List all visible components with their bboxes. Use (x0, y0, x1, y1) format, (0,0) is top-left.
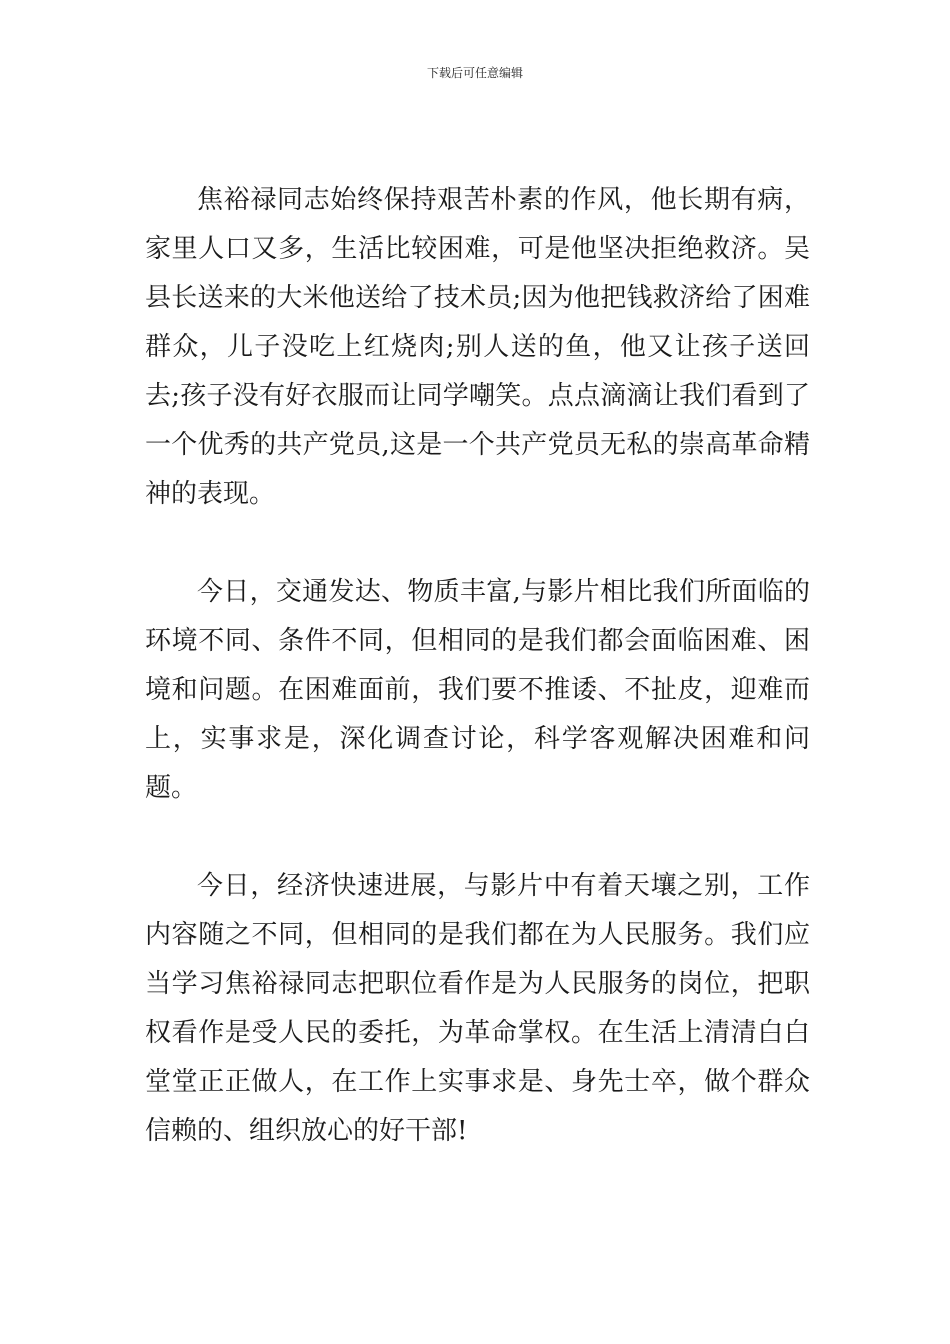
paragraph-2: 今日，交通发达、物质丰富,与影片相比我们所面临的环境不同、条件不同，但相同的是我们都会面临困难、困境和问题。在困难面前，我们要不推诿、不扯皮，迎难而上，实事求是，深化调查讨论，科学客观解决困难和问题。 (145, 577, 810, 803)
paragraph-1: 焦裕禄同志始终保持艰苦朴素的作风，他长期有病，家里人口又多，生活比较困难，可是他坚决拒绝救济。吴县长送来的大米他送给了技术员;因为他把钱救济给了困难群众，儿子没吃上红烧肉;别人送的鱼，他又让孩子送回去;孩子没有好衣服而让同学嘲笑。点点滴滴让我们看到了一个优秀的共产党员,这是一个共产党员无私的崇高革命精神的表现。 (145, 185, 810, 509)
paragraph-3: 今日，经济快速进展，与影片中有着天壤之别，工作内容随之不同，但相同的是我们都在为人民服务。我们应当学习焦裕禄同志把职位看作是为人民服务的岗位，把职权看作是受人民的委托，为革命掌权。在生活上清清白白堂堂正正做人，在工作上实事求是、身先士卒，做个群众信赖的、组织放心的好干部! (145, 871, 810, 1146)
document-body (145, 176, 810, 1156)
page-header-note: 下载后可任意编辑 (426, 66, 523, 80)
